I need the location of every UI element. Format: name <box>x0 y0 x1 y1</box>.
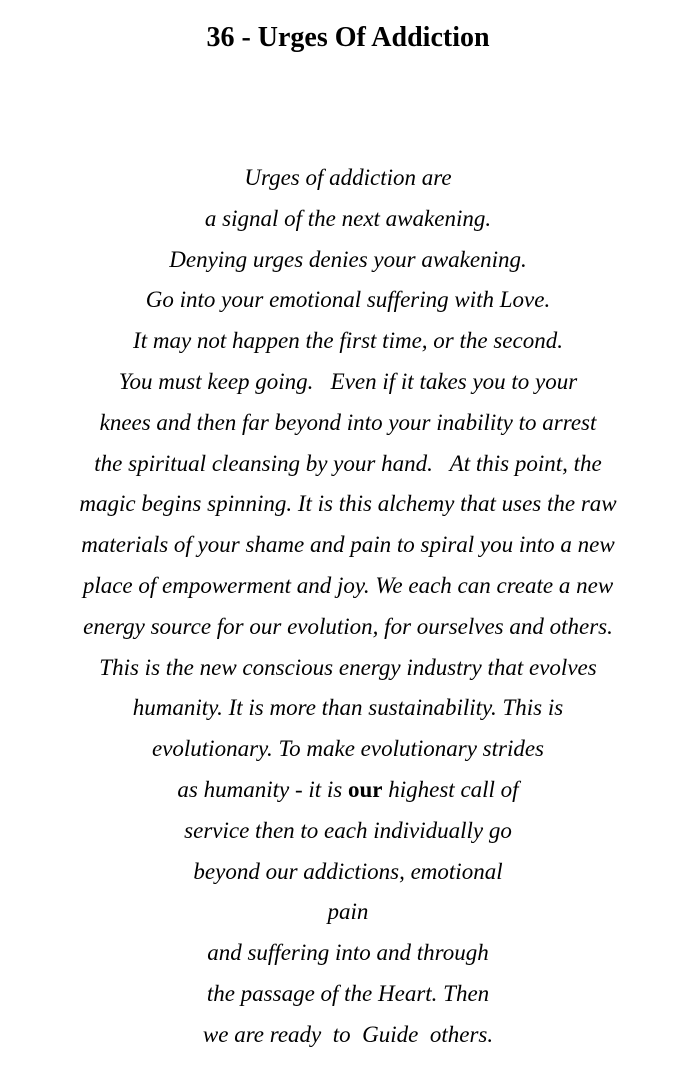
emphasized-word: our <box>348 776 383 802</box>
poem-line: we are ready to Guide others. <box>202 1021 494 1047</box>
poem-line: and suffering into and through <box>207 940 489 966</box>
poem-line: beyond our addictions, emotional <box>193 858 503 884</box>
poem-line-segment: highest call of <box>382 776 519 802</box>
poem-line: Urges of addiction are <box>244 165 452 190</box>
poem-line-with-emphasis <box>30 770 666 811</box>
poem-line: knees and then far beyond into your inability to arrest <box>99 409 597 435</box>
poem-line: This is the new conscious energy industry that evolves <box>99 654 597 680</box>
poem-line: a signal of the next awakening. <box>204 205 492 231</box>
poem-line: Denying urges denies your awakening. <box>169 246 527 272</box>
poem-line: the spiritual cleansing by your hand. At this point, the <box>94 450 602 476</box>
poem-line: Go into your emotional suffering with Love. <box>145 287 551 313</box>
poem-line: materials of your shame and pain to spiral you into a new <box>81 532 615 558</box>
poem-line-segment: as humanity - it is <box>177 776 348 802</box>
poem-line: the passage of the Heart. Then <box>206 980 490 1006</box>
page-title: 36 - Urges Of Addiction <box>206 22 490 53</box>
poem-line: service then to each individually go <box>184 817 512 843</box>
poem-line: humanity. It is more than sustainability. This is <box>132 695 564 721</box>
poem-line: pain <box>327 899 369 925</box>
poem-body <box>30 158 666 1056</box>
poem-line: place of empowerment and joy. We each can create a new <box>82 572 614 598</box>
poem-line: You must keep going. Even if it takes you to your <box>118 368 578 394</box>
poem-line: magic begins spinning. It is this alchemy that uses the raw <box>79 491 617 517</box>
poem-line: evolutionary. To make evolutionary strides <box>151 736 545 762</box>
poem-line: It may not happen the first time, or the second. <box>133 328 563 354</box>
poem-line: energy source for our evolution, for ourselves and others. <box>83 613 613 639</box>
